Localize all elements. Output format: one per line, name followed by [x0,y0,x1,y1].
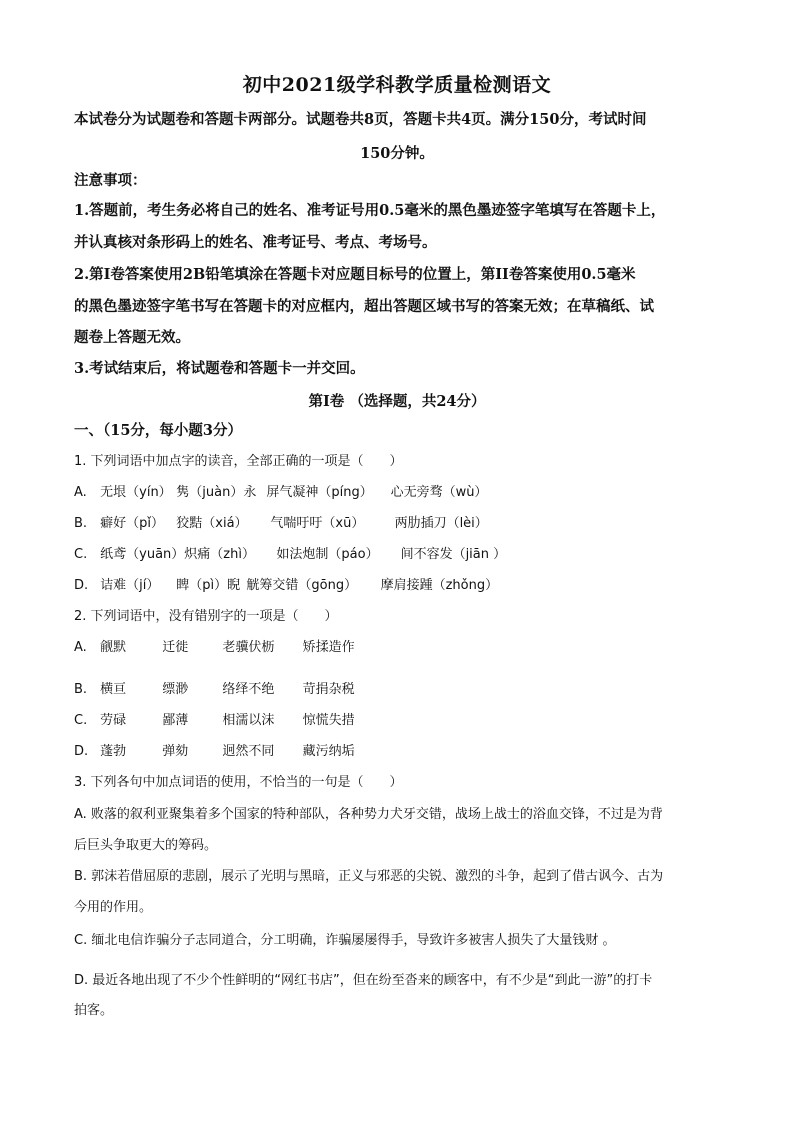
option-letter: A. [74,485,87,500]
option-item: 觎默 [100,640,127,655]
option-letter: D. [74,744,89,759]
notes-line: 2.第Ⅰ卷答案使用2B铅笔填涂在答题卡对应题目标号的位置上，第II卷答案使用0.5毫米 [74,266,636,283]
option-letter: C. [74,547,88,562]
q3-line: A. 败落的叙利亚聚集着多个国家的特种部队，各种势力犬牙交错，战场上战士的浴血交锋，不过是为背 [74,807,663,822]
notes-line: 3.考试结束后，将试题卷和答题卡一并交回。 [74,360,365,377]
notes-heading: 注意事项： [74,172,147,189]
option-item: 纸鸢（yuān）炽痛（zhì） [100,547,255,562]
option-item: 觥筹交错（gōng） [246,578,358,593]
q3-line: 后巨头争取更大的筹码。 [74,838,218,853]
q3-line: 拍客。 [74,1003,114,1018]
part-heading: 一、（15分，每小题3分） [74,422,243,439]
notes-line: 1.答题前，考生务必将自己的姓名、准考证号用0.5毫米的黑色墨迹签字笔填写在答题卡上， [74,202,666,219]
option-item: 老骥伏枥 [222,640,275,655]
section-heading: 第Ⅰ卷 （选择题，共24分） [308,393,486,410]
q3-line: C. 缅北电信诈骗分子志同道合，分工明确，诈骗屡屡得手，导致许多被害人损失了大量钱财 。 [74,933,616,948]
option-item: 隽（juàn）永 [176,485,257,500]
option-item: 劳碌 [100,713,127,728]
q2-option-a [74,639,734,657]
option-item: 睥（pì）睨 [176,578,241,593]
option-item: 两肋插刀（lèi） [394,516,488,531]
option-item: 惊慌失措 [302,713,355,728]
option-item: 弹劾 [162,744,189,759]
option-item: 气喘吁吁（xū） [270,516,365,531]
option-item: 络绎不绝 [222,682,275,697]
option-letter: B. [74,682,88,697]
option-item: 矫揉造作 [302,640,355,655]
q3-line: B. 郭沫若借屈原的悲剧，展示了光明与黑暗，正义与邪恶的尖锐、激烈的斗争，起到了借古讽今、古为 [74,869,664,884]
option-item: 诘难（jí） [100,578,160,593]
option-item: 横亘 [100,682,127,697]
intro-line-2: 150分钟。 [360,145,434,162]
notes-line: 并认真核对条形码上的姓名、准考证号、考点、考场号。 [74,234,437,251]
option-item: 相濡以沫 [222,713,275,728]
q2-option-b [74,681,734,699]
option-item: 无垠（yín） [100,485,172,500]
exam-title: 初中2021级学科教学质量检测语文 [242,74,552,96]
option-item: 间不容发（jiān ） [400,547,507,562]
q3-stem: 3. 下列各句中加点词语的使用，不恰当的一句是（ ） [74,775,403,790]
option-item: 心无旁骛（wù） [390,485,488,500]
notes-line: 题卷上答题无效。 [74,329,190,346]
intro-line-1: 本试卷分为试题卷和答题卡两部分。试题卷共8页，答题卡共4页。满分150分，考试时间 [74,111,647,128]
option-item: 摩肩接踵（zhǒng） [380,578,499,593]
q1-option-d [74,577,734,595]
option-item: 如法炮制（páo） [276,547,379,562]
option-item: 蓬勃 [100,744,127,759]
option-item: 鄙薄 [162,713,189,728]
option-letter: B. [74,516,88,531]
q1-option-a [74,484,734,502]
q2-stem: 2. 下列词语中，没有错别字的一项是（ ） [74,609,338,624]
option-item: 藏污纳垢 [302,744,355,759]
option-letter: A. [74,640,87,655]
option-item: 苛捐杂税 [302,682,355,697]
option-item: 屏气凝神（píng） [266,485,373,500]
q2-option-d [74,743,734,761]
q3-line: D. 最近各地出现了不少个性鲜明的“网红书店”，但在纷至沓来的顾客中，有不少是“到此一游”的打卡 [74,973,653,988]
q1-stem: 1. 下列词语中加点字的读音，全部正确的一项是（ ） [74,454,403,469]
option-letter: C. [74,713,88,728]
notes-line: 的黑色墨迹签字笔书写在答题卡的对应框内，超出答题区域书写的答案无效；在草稿纸、试 [74,298,654,315]
option-item: 迁徙 [162,640,189,655]
option-letter: D. [74,578,89,593]
option-item: 狡黠（xiá） [176,516,248,531]
q3-line: 今用的作用。 [74,900,153,915]
q1-option-c [74,546,734,564]
q2-option-c [74,712,734,730]
option-item: 缥渺 [162,682,189,697]
q1-option-b [74,515,734,533]
option-item: 癖好（pǐ） [100,516,165,531]
option-item: 迥然不同 [222,744,275,759]
